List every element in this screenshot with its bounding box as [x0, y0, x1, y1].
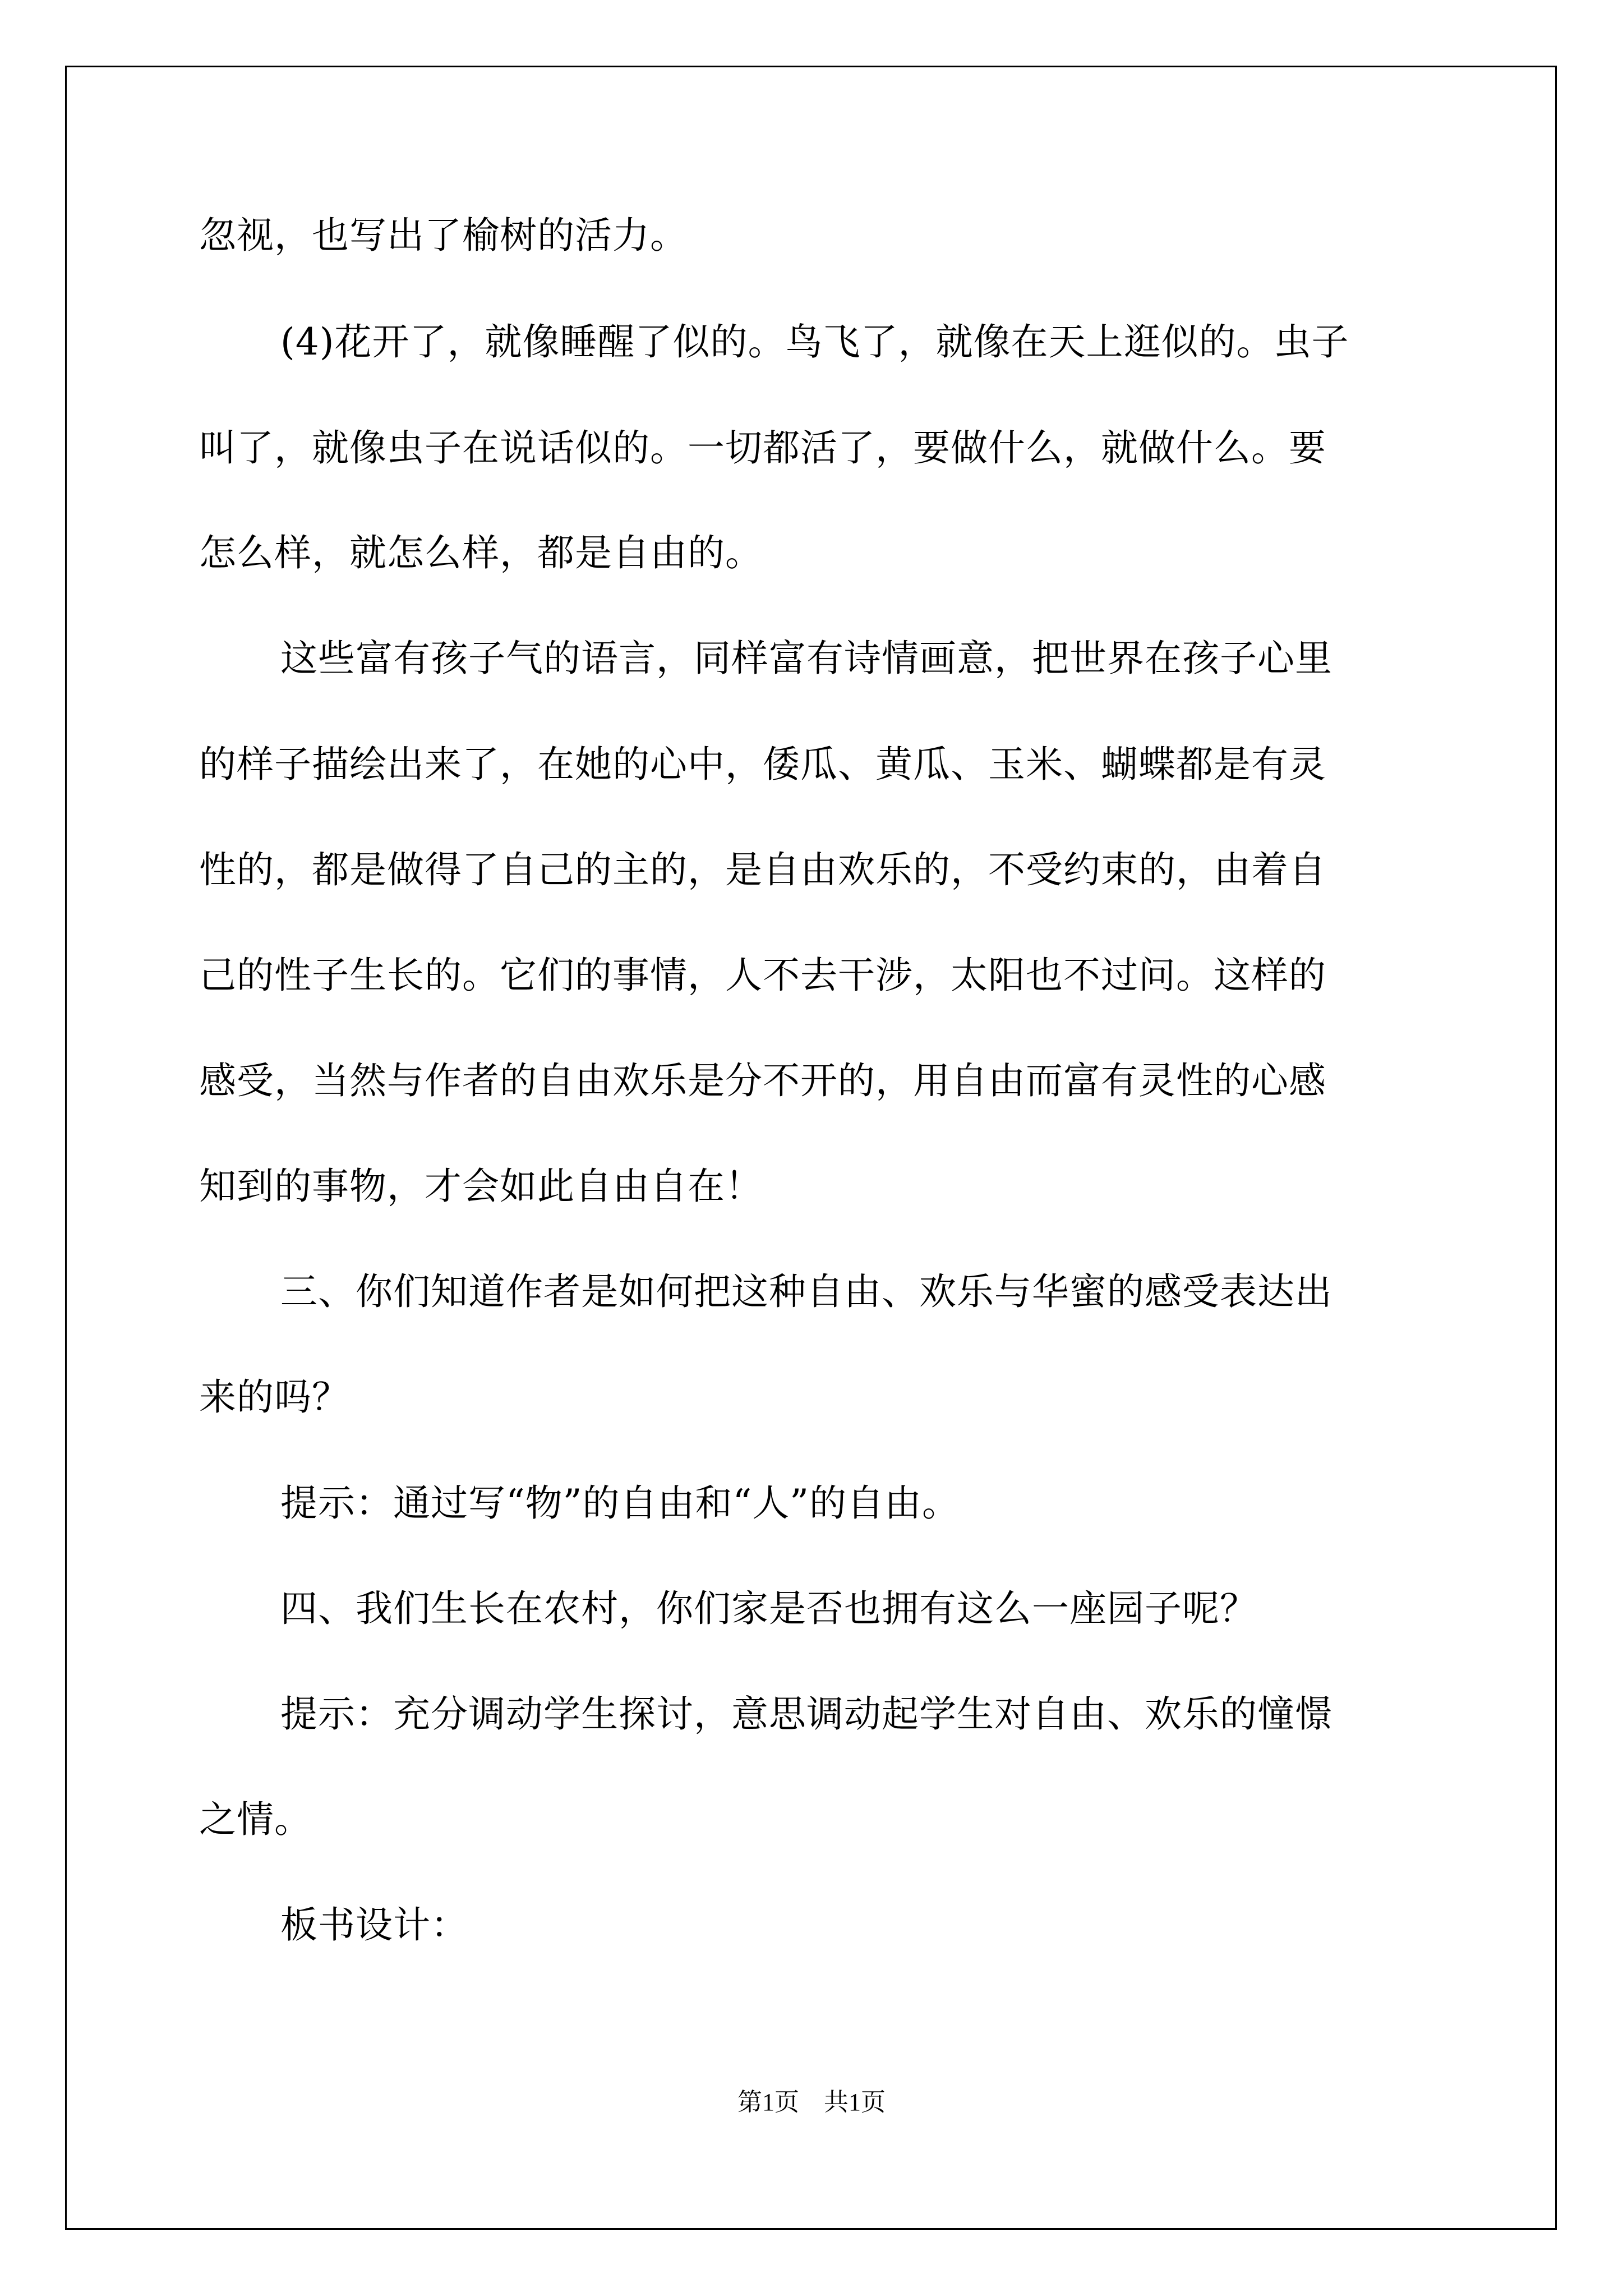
text-line-4: 怎么样，就怎么样，都是自由的。 — [199, 531, 763, 574]
text-line-5: 这些富有孩子气的语言，同样富有诗情画意，把世界在孩子心里 — [280, 637, 1332, 680]
page-footer: 第1页 共1页 — [737, 2088, 886, 2116]
text-line-1: 忽视，也写出了榆树的活力。 — [199, 214, 688, 257]
text-line-11: 三、你们知道作者是如何把这种自由、欢乐与华蜜的感受表达出 — [280, 1270, 1332, 1313]
text-line-14: 四、我们生长在农村，你们家是否也拥有这么一座园子呢？ — [280, 1587, 1257, 1630]
text-line-3: 叫了，就像虫子在说话似的。一切都活了，要做什么，就做什么。要 — [199, 426, 1326, 470]
text-line-8: 己的性子生长的。它们的事情，人不去干涉，太阳也不过问。这样的 — [199, 954, 1326, 997]
text-line-2: (4)花开了，就像睡醒了似的。鸟飞了，就像在天上逛似的。虫子 — [280, 320, 1349, 364]
text-line-13: 提示：通过写“物”的自由和“人”的自由。 — [280, 1481, 960, 1525]
text-line-10: 知到的事物，才会如此自由自在！ — [199, 1165, 763, 1208]
text-line-12: 来的吗？ — [199, 1375, 349, 1419]
text-line-16: 之情。 — [199, 1798, 312, 1841]
text-line-15: 提示：充分调动学生探讨，意思调动起学生对自由、欢乐的憧憬 — [280, 1692, 1332, 1736]
text-line-9: 感受，当然与作者的自由欢乐是分不开的，用自由而富有灵性的心感 — [199, 1059, 1326, 1102]
text-line-6: 的样子描绘出来了，在她的心中，倭瓜、黄瓜、玉米、蝴蝶都是有灵 — [199, 743, 1326, 786]
text-line-17: 板书设计： — [280, 1903, 468, 1947]
text-line-7: 性的，都是做得了自己的主的，是自由欢乐的，不受约束的，由着自 — [199, 848, 1326, 891]
